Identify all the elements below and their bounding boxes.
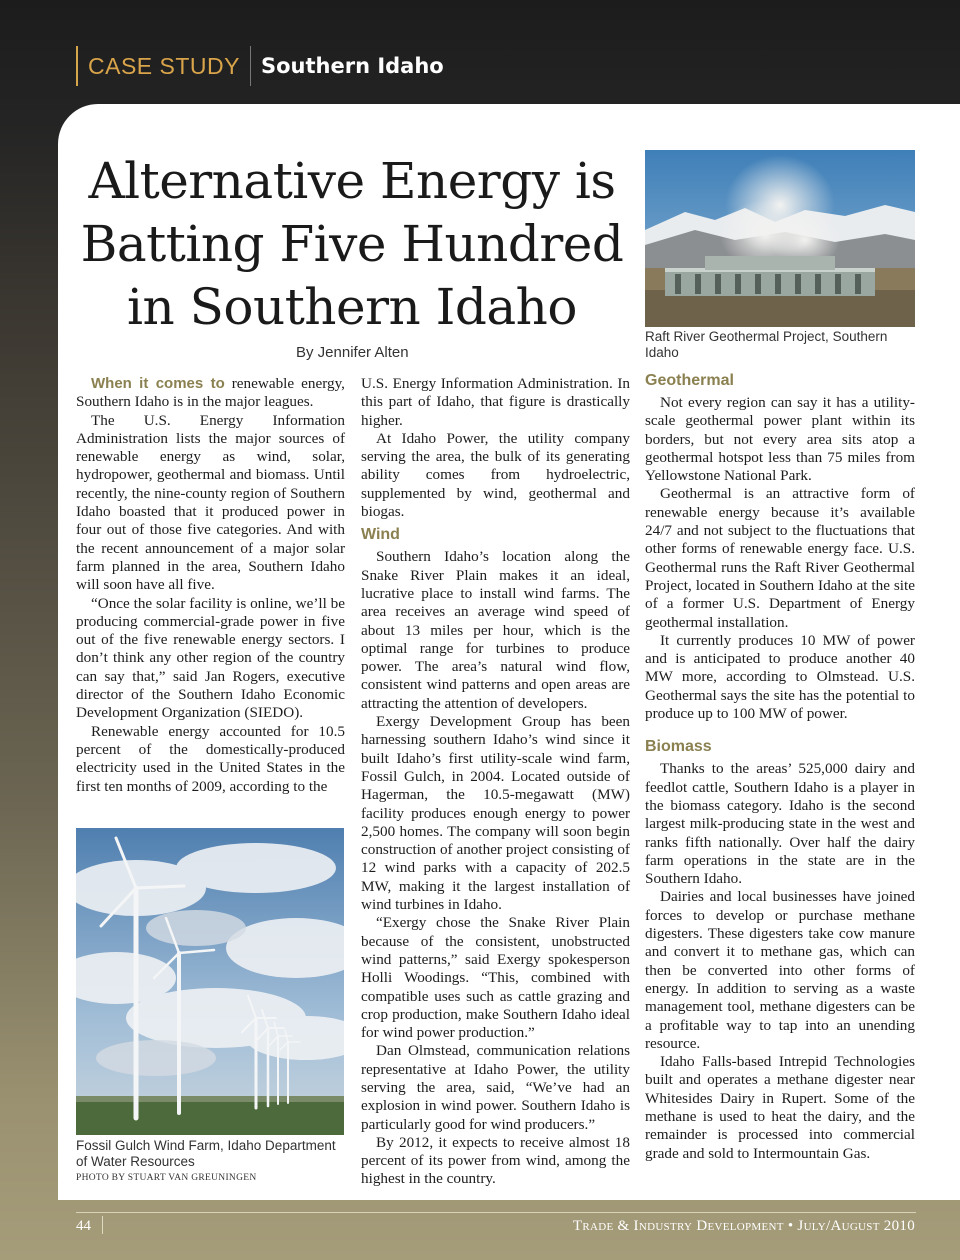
header-divider: [250, 46, 251, 86]
photo-credit: PHOTO BY STUART VAN GREUNINGEN: [76, 1173, 257, 1183]
paragraph: “Exergy chose the Snake River Plain because of the consistent, unobstructed wind patterns,” said Exergy spokesperson Holli Woodings. “This, combined with compatible uses such as cattle grazing and crop production, make Southern Idaho ideal for wind power production.”: [361, 914, 630, 1042]
paragraph: Thanks to the areas’ 525,000 dairy and feedlot cattle, Southern Idaho is a player in the biomass category. Idaho is the second largest milk-producing state in the west and ranks fifth nationally. Over half the dairy farm operations in the state are in the Southern Idaho.: [645, 760, 915, 888]
geothermal-photo-caption: Raft River Geothermal Project, Southern Idaho: [645, 329, 888, 360]
paragraph: U.S. Energy Information Administration. In this part of Idaho, that figure is drastically higher.: [361, 375, 630, 429]
paragraph: The U.S. Energy Information Administration lists the major sources of renewable energy as wind, solar, hydropower, geothermal and biomass. Until recently, the nine-county region of Southern Idaho boasted that it produced power in four out of those five categories. And with the recent announcement of a major solar farm planned in the area, Southern Idaho will soon have all five.: [76, 411, 345, 594]
paragraph: By 2012, it expects to receive almost 18 percent of its power from wind, among the highest in the country.: [361, 1133, 630, 1188]
paragraph: Exergy Development Group has been harnessing southern Idaho’s wind since it built Idaho’s first utility-scale wind farm, Fossil Gulch, in 2004. Located outside of Hagerman, the 10.5-megawatt (MW) facility produces enough energy to power 2,500 homes. The company will soon begin construction of another project consisting of 12 wind parks with a capacity of 202.5 MW, making it the largest installation of wind turbines in Idaho.: [361, 713, 630, 914]
paragraph: Southern Idaho’s location along the Snake River Plain makes it an ideal, lucrative place to install wind farms. The area receives an average wind speed of about 13 miles per hour, which is the optimal range for turbines to produce power. The area’s natural wind flow, consistent wind patterns and open areas are attracting the attention of developers.: [361, 548, 630, 712]
geothermal-subheading: Geothermal: [645, 372, 734, 389]
paragraph: Idaho Falls-based Intrepid Technologies built and operates a methane digester near Whitesides Dairy in Rupert. Some of the methane is used to heat the dairy, and the remainder is processed into commercial grade and sold to Intermountain Gas.: [645, 1053, 915, 1162]
wind-subheading: Wind: [361, 526, 400, 544]
paragraph: At Idaho Power, the utility company serving the area, the bulk of its generating ability comes from hydroelectric, supplemented by wind, geothermal and biogas.: [361, 429, 630, 521]
page-number: 44: [76, 1218, 91, 1234]
biomass-subheading: Biomass: [645, 738, 712, 756]
header-accent-bar: [76, 46, 78, 86]
article-column-2: [361, 375, 630, 1189]
paragraph: Renewable energy accounted for 10.5 percent of the domestically-produced electricity used in the United States in the first ten months of 2009, according to the: [76, 722, 345, 795]
paragraph: When it comes to renewable energy, Southern Idaho is in the major leagues.: [76, 375, 345, 411]
geothermal-photo: [645, 150, 915, 327]
byline: By Jennifer Alten: [296, 344, 409, 361]
paragraph: Geothermal is an attractive form of renewable energy because it’s available 24/7 and not subject to the fluctuations that other forms of renewable energy face. U.S. Geothermal runs the Raft River Geothermal Project, located in Southern Idaho at the site of a former U.S. Department of Energy geothermal installation.: [645, 485, 915, 631]
wind-farm-photo: [76, 828, 344, 1135]
footer-rule: [76, 1212, 916, 1213]
region-label: Southern Idaho: [260, 54, 444, 78]
magazine-footer: Trade & Industry Development • July/August 2010: [572, 1218, 915, 1234]
paragraph: Dan Olmstead, communication relations representative at Idaho Power, the utility serving the area, said, “We’ve had an explosion in wind power. Southern Idaho is particularly good for wind producers.”: [361, 1042, 630, 1133]
article-column-1: [76, 375, 345, 796]
section-header: [76, 46, 444, 86]
lead-in: When it comes to: [91, 375, 225, 392]
paragraph: Not every region can say it has a utility-scale geothermal power plant within its borders, but not every area sits atop a geothermal hotspot less than 75 miles from Yellowstone National Park.: [645, 394, 915, 485]
article-column-3: [645, 371, 915, 1163]
paragraph: It currently produces 10 MW of power and is anticipated to produce another 40 MW more, according to Olmstead. U.S. Geothermal says the site has the potential to produce up to 100 MW of power.: [645, 631, 915, 723]
paragraph: Dairies and local businesses have joined forces to develop or purchase methane digesters. These digesters take cow manure and convert it to methane gas, which can then be converted into other forms of energy. In addition to serving as a waste management tool, methane digesters can be a profitable way to tap into an unending resource.: [645, 888, 915, 1052]
paragraph: “Once the solar facility is online, we’ll be producing commercial-grade power in five out of the five renewable energy sectors. I don’t think any other region of the country can say that,” said Jan Rogers, executive director of the Southern Idaho Economic Development Organization (SIEDO).: [76, 594, 345, 722]
footer-divider: [102, 1216, 103, 1234]
article-title: Alternative Energy is Batting Five Hundred in Southern Idaho: [80, 152, 624, 336]
wind-farm-photo-caption: Fossil Gulch Wind Farm, Idaho Department of Water Resources: [76, 1138, 336, 1169]
section-label: CASE STUDY: [88, 52, 240, 79]
